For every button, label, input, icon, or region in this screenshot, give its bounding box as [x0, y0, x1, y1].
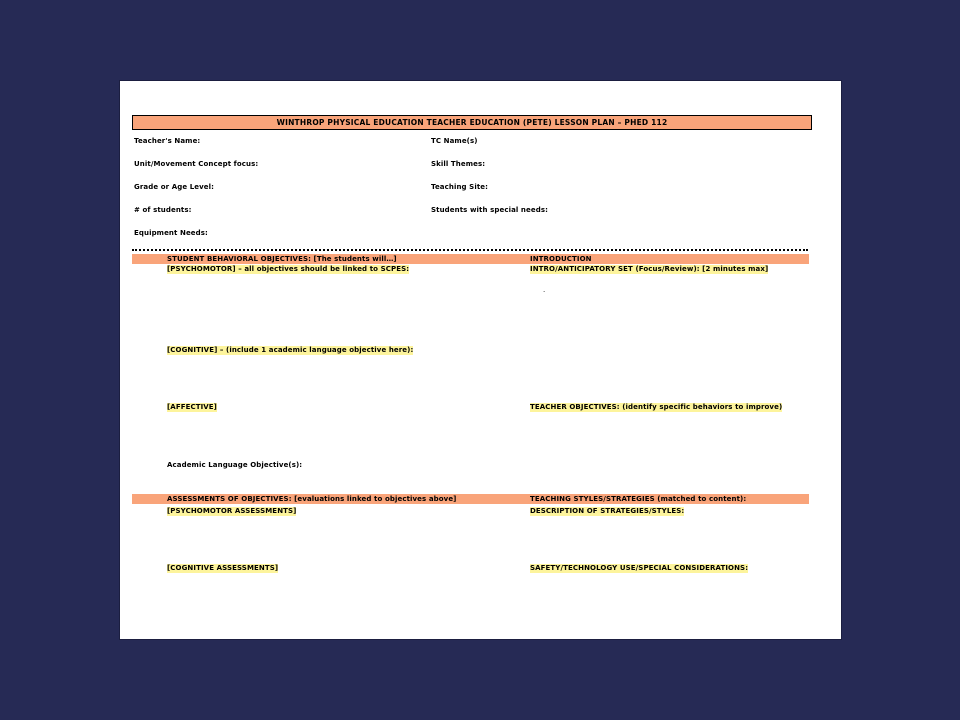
equipment-needs-label: Equipment Needs:: [134, 229, 208, 237]
grade-level-label: Grade or Age Level:: [134, 183, 215, 191]
teacher-name-label: Teacher's Name:: [134, 137, 201, 145]
psychomotor-assessments-label: [PSYCHOMOTOR ASSESSMENTS]: [167, 507, 297, 515]
special-needs-label: Students with special needs:: [431, 206, 548, 214]
safety-considerations-label: SAFETY/TECHNOLOGY USE/SPECIAL CONSIDERATIONS:: [530, 564, 749, 572]
objectives-header: STUDENT BEHAVIORAL OBJECTIVES: [The students will…]: [167, 255, 397, 263]
tc-name-label: TC Name(s): [431, 137, 478, 145]
cognitive-objective-label: [COGNITIVE] – (include 1 academic language objective here):: [167, 346, 414, 354]
num-students-label: # of students:: [134, 206, 192, 214]
academic-language-label: Academic Language Objective(s):: [167, 461, 303, 469]
intro-anticipatory-set-label: INTRO/ANTICIPATORY SET (Focus/Review): [2 minutes max]: [530, 265, 769, 273]
assessments-header: ASSESSMENTS OF OBJECTIVES: [evaluations linked to objectives above]: [167, 495, 457, 503]
skill-themes-label: Skill Themes:: [431, 160, 486, 168]
affective-objective-label: [AFFECTIVE]: [167, 403, 217, 411]
unit-focus-label: Unit/Movement Concept focus:: [134, 160, 259, 168]
cognitive-assessments-label: [COGNITIVE ASSESSMENTS]: [167, 564, 279, 572]
section-divider: [132, 249, 808, 251]
psychomotor-objective-label: [PSYCHOMOTOR] – all objectives should be linked to SCPES:: [167, 265, 410, 273]
lesson-plan-title: WINTHROP PHYSICAL EDUCATION TEACHER EDUCATION (PETE) LESSON PLAN – PHED 112: [132, 115, 812, 130]
strategies-description-label: DESCRIPTION OF STRATEGIES/STYLES:: [530, 507, 685, 515]
lesson-plan-page: [120, 81, 841, 639]
intro-dot: .: [543, 286, 546, 294]
teaching-site-label: Teaching Site:: [431, 183, 489, 191]
teaching-styles-header: TEACHING STYLES/STRATEGIES (matched to content):: [530, 495, 747, 503]
teacher-objectives-label: TEACHER OBJECTIVES: (identify specific behaviors to improve): [530, 403, 783, 411]
introduction-header: INTRODUCTION: [530, 255, 592, 263]
